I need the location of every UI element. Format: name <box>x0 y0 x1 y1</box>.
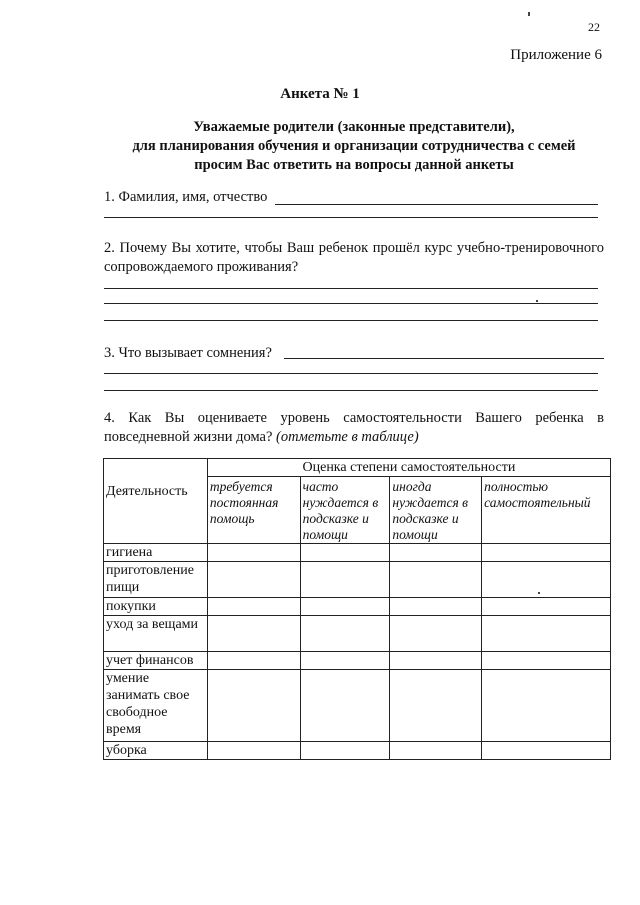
column-header-fully-independent: полностью самостоятельный <box>482 477 611 544</box>
question-3-answer-line[interactable] <box>104 373 598 374</box>
assessment-group-header: Оценка степени самостоятельности <box>207 459 610 477</box>
table-row <box>104 562 611 598</box>
self-reliance-table <box>103 458 611 760</box>
rating-cell[interactable] <box>482 670 611 742</box>
activity-label: уход за вещами <box>104 616 208 652</box>
rating-cell[interactable] <box>207 616 300 652</box>
question-1-label: 1. Фамилия, имя, отчество <box>104 189 268 205</box>
question-4-text: 4. Как Вы оцениваете уровень самостоятельности Вашего ребенка в повседневной жизни дома? <box>104 410 604 445</box>
rating-cell[interactable] <box>207 562 300 598</box>
rating-cell[interactable] <box>207 544 300 562</box>
table-row <box>104 598 611 616</box>
rating-cell[interactable] <box>207 652 300 670</box>
question-2-answer-line[interactable] <box>104 320 598 321</box>
rating-cell[interactable] <box>300 670 390 742</box>
activity-label: приготовление пищи <box>104 562 208 598</box>
table-row <box>104 742 611 760</box>
greeting-line-3: просим Вас ответить на вопросы данной анкеты <box>194 157 514 173</box>
question-4-label <box>104 409 604 447</box>
column-header-constant-help: требуется постоянная помощь <box>207 477 300 544</box>
activity-label: покупки <box>104 598 208 616</box>
table-row <box>104 544 611 562</box>
rating-cell[interactable] <box>390 544 482 562</box>
rating-cell[interactable] <box>207 598 300 616</box>
activity-column-header: Деятельность <box>104 459 208 544</box>
scan-speck <box>528 12 530 16</box>
question-2-answer-line[interactable] <box>104 303 598 304</box>
rating-cell[interactable] <box>390 598 482 616</box>
scan-speck <box>536 300 538 302</box>
column-header-sometimes-needs-help: иногда нуждается в подсказке и помощи <box>390 477 482 544</box>
activity-label: учет финансов <box>104 652 208 670</box>
rating-cell[interactable] <box>390 562 482 598</box>
rating-cell[interactable] <box>300 562 390 598</box>
rating-cell[interactable] <box>207 742 300 760</box>
rating-cell[interactable] <box>482 742 611 760</box>
question-1-answer-line[interactable] <box>104 217 598 218</box>
rating-cell[interactable] <box>482 616 611 652</box>
table-row <box>104 652 611 670</box>
question-1-answer-line[interactable] <box>275 204 598 205</box>
table-header-row <box>104 459 611 477</box>
question-3-label: 3. Что вызывает сомнения? <box>104 345 272 361</box>
page-number: 22 <box>588 20 600 34</box>
greeting-line-1: Уважаемые родители (законные представители), <box>193 119 515 135</box>
table-row <box>104 670 611 742</box>
activity-label: уборка <box>104 742 208 760</box>
question-2-answer-line[interactable] <box>104 288 598 289</box>
rating-cell[interactable] <box>390 670 482 742</box>
column-header-often-needs-help: часто нуждается в подсказке и помощи <box>300 477 390 544</box>
rating-cell[interactable] <box>482 652 611 670</box>
rating-cell[interactable] <box>482 598 611 616</box>
rating-cell[interactable] <box>300 652 390 670</box>
rating-cell[interactable] <box>300 616 390 652</box>
table-row <box>104 616 611 652</box>
rating-cell[interactable] <box>300 598 390 616</box>
rating-cell[interactable] <box>207 670 300 742</box>
rating-cell[interactable] <box>482 544 611 562</box>
rating-cell[interactable] <box>390 652 482 670</box>
form-title: Анкета № 1 <box>280 86 360 102</box>
scan-speck <box>538 592 540 594</box>
greeting-block <box>100 118 608 175</box>
greeting-line-2: для планирования обучения и организации сотрудничества с семей <box>132 138 576 154</box>
question-3-answer-line[interactable] <box>284 358 604 359</box>
rating-cell[interactable] <box>390 616 482 652</box>
rating-cell[interactable] <box>390 742 482 760</box>
question-2-label: 2. Почему Вы хотите, чтобы Ваш ребенок прошёл курс учебно-тренировочного сопровождаемого проживания? <box>104 240 604 275</box>
rating-cell[interactable] <box>300 544 390 562</box>
question-3-answer-line[interactable] <box>104 390 598 391</box>
rating-cell[interactable] <box>482 562 611 598</box>
activity-label: умение занимать свое свободное время <box>104 670 208 742</box>
rating-cell[interactable] <box>300 742 390 760</box>
appendix-label: Приложение 6 <box>510 47 602 63</box>
activity-label: гигиена <box>104 544 208 562</box>
question-4-hint: (отметьте в таблице) <box>276 429 419 445</box>
